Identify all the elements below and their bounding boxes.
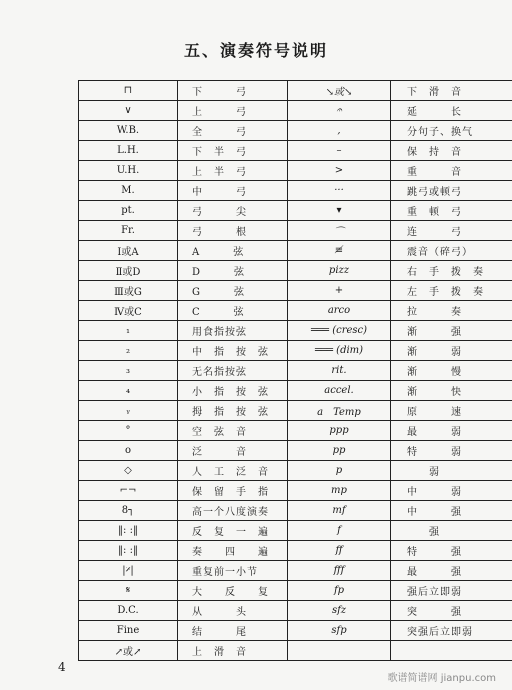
meaning-b-cell: 特 强 <box>391 541 512 561</box>
page-number: 4 <box>58 660 66 674</box>
meaning-a-cell: 小 指 按 弦 <box>178 381 288 401</box>
table-row <box>79 501 512 521</box>
meaning-a-cell: 上 滑 音 <box>178 641 288 661</box>
table-row <box>79 161 512 181</box>
meaning-a-cell: 大 反 复 <box>178 581 288 601</box>
symbol-b-cell: arco <box>288 301 391 321</box>
symbol-table <box>78 80 512 661</box>
symbol-b-cell: sfz <box>288 601 391 621</box>
table-row <box>79 341 512 361</box>
meaning-b-cell: 下 滑 音 <box>391 81 512 101</box>
meaning-b-cell: 分句子、换气 <box>391 121 512 141</box>
table-row <box>79 481 512 501</box>
meaning-a-cell: 用食指按弦 <box>178 321 288 341</box>
meaning-a-cell: 中 弓 <box>178 181 288 201</box>
table-row <box>79 641 512 661</box>
meaning-b-cell: 延 长 <box>391 101 512 121</box>
meaning-a-cell: 全 弓 <box>178 121 288 141</box>
meaning-a-cell: 弓 尖 <box>178 201 288 221</box>
meaning-a-cell: D 弦 <box>178 261 288 281</box>
symbol-a-cell: D.C. <box>79 601 178 621</box>
meaning-b-cell: 中 强 <box>391 501 512 521</box>
table-row <box>79 301 512 321</box>
table-row <box>79 181 512 201</box>
symbol-b-cell: f <box>288 521 391 541</box>
symbol-b-cell: pizz <box>288 261 391 281</box>
symbol-b-cell: a Temp <box>288 401 391 421</box>
symbol-a-cell: Ⅱ或D <box>79 261 178 281</box>
meaning-b-cell: 强后立即弱 <box>391 581 512 601</box>
symbol-a-cell: ⌐¬ <box>79 481 178 501</box>
symbol-a-cell: ◇ <box>79 461 178 481</box>
symbol-a-cell: |𝄎| <box>79 561 178 581</box>
table-row <box>79 541 512 561</box>
symbol-a-cell: ⊓ <box>79 81 178 101</box>
meaning-a-cell: 中 指 按 弦 <box>178 341 288 361</box>
meaning-a-cell: 保 留 手 指 <box>178 481 288 501</box>
meaning-b-cell: 渐 弱 <box>391 341 512 361</box>
symbol-b-cell: accel. <box>288 381 391 401</box>
symbol-a-cell: ‖: :‖ <box>79 541 178 561</box>
table-row <box>79 521 512 541</box>
meaning-b-cell: 左 手 拨 奏 <box>391 281 512 301</box>
symbol-a-cell: U.H. <box>79 161 178 181</box>
table-row <box>79 201 512 221</box>
symbol-b-cell: 𝄐 <box>288 101 391 121</box>
meaning-b-cell: 最 弱 <box>391 421 512 441</box>
table-row <box>79 621 512 641</box>
meaning-b-cell: 原 速 <box>391 401 512 421</box>
symbol-a-cell: ∨ <box>79 101 178 121</box>
meaning-a-cell: 弓 根 <box>178 221 288 241</box>
meaning-b-cell: 跳弓或顿弓 <box>391 181 512 201</box>
meaning-b-cell: 渐 慢 <box>391 361 512 381</box>
meaning-a-cell: 上 半 弓 <box>178 161 288 181</box>
symbol-b-cell: ▾ <box>288 201 391 221</box>
symbol-a-cell: Fr. <box>79 221 178 241</box>
meaning-b-cell: 拉 奏 <box>391 301 512 321</box>
symbol-a-cell: Ⅳ或C <box>79 301 178 321</box>
table-row <box>79 461 512 481</box>
symbol-b-cell: – <box>288 141 391 161</box>
symbol-b-cell: fff <box>288 561 391 581</box>
meaning-b-cell: 中 弱 <box>391 481 512 501</box>
table-row <box>79 101 512 121</box>
meaning-b-cell: 重 顿 弓 <box>391 201 512 221</box>
symbol-a-cell: ₄ <box>79 381 178 401</box>
meaning-b-cell: 最 强 <box>391 561 512 581</box>
meaning-a-cell: 空 弦 音 <box>178 421 288 441</box>
symbol-a-cell: M. <box>79 181 178 201</box>
meaning-b-cell: 渐 快 <box>391 381 512 401</box>
symbol-b-cell: ff <box>288 541 391 561</box>
symbol-b-cell: rit. <box>288 361 391 381</box>
meaning-a-cell: 结 尾 <box>178 621 288 641</box>
table-row <box>79 561 512 581</box>
table-row <box>79 601 512 621</box>
symbol-a-cell: Ⅰ或A <box>79 241 178 261</box>
symbol-b-cell: ··· <box>288 181 391 201</box>
symbol-b-cell: p <box>288 461 391 481</box>
symbol-a-cell: Fine <box>79 621 178 641</box>
meaning-a-cell: G 弦 <box>178 281 288 301</box>
table-row <box>79 221 512 241</box>
symbol-b-cell: ═══ (cresc) <box>288 321 391 341</box>
symbol-a-cell: ° <box>79 421 178 441</box>
watermark: 歌谱简谱网 jianpu.com <box>387 673 496 684</box>
meaning-b-cell: 强 <box>391 521 512 541</box>
symbol-b-cell: mf <box>288 501 391 521</box>
meaning-b-cell: 突强后立即弱 <box>391 621 512 641</box>
symbol-a-cell: 8┐ <box>79 501 178 521</box>
symbol-b-cell: , <box>288 121 391 141</box>
meaning-a-cell: 下 弓 <box>178 81 288 101</box>
meaning-a-cell: 拇 指 按 弦 <box>178 401 288 421</box>
symbol-b-cell: + <box>288 281 391 301</box>
meaning-a-cell: 重复前一小节 <box>178 561 288 581</box>
meaning-a-cell: 下 半 弓 <box>178 141 288 161</box>
symbol-a-cell: ₂ <box>79 341 178 361</box>
meaning-a-cell: C 弦 <box>178 301 288 321</box>
meaning-b-cell: 震音（碎弓） <box>391 241 512 261</box>
symbol-a-cell: ᵧ <box>79 401 178 421</box>
meaning-b-cell: 右 手 拨 奏 <box>391 261 512 281</box>
meaning-b-cell: 连 弓 <box>391 221 512 241</box>
symbol-b-cell: ═══ (dim) <box>288 341 391 361</box>
symbol-b-cell: > <box>288 161 391 181</box>
table-row <box>79 361 512 381</box>
meaning-a-cell: 上 弓 <box>178 101 288 121</box>
meaning-a-cell: 从 头 <box>178 601 288 621</box>
meaning-a-cell: 奏 四 遍 <box>178 541 288 561</box>
meaning-a-cell: 高一个八度演奏 <box>178 501 288 521</box>
meaning-a-cell: 人 工 泛 音 <box>178 461 288 481</box>
table-row <box>79 241 512 261</box>
table-row <box>79 421 512 441</box>
symbol-b-cell: ⌒ <box>288 221 391 241</box>
symbol-b-cell <box>288 641 391 661</box>
meaning-b-cell: 保 持 音 <box>391 141 512 161</box>
symbol-b-cell: mp <box>288 481 391 501</box>
symbol-a-cell: ‖: :‖ <box>79 521 178 541</box>
symbol-a-cell: ↗或↗ <box>79 641 178 661</box>
symbol-a-cell: ₃ <box>79 361 178 381</box>
meaning-a-cell: A 弦 <box>178 241 288 261</box>
table-row <box>79 141 512 161</box>
meaning-b-cell <box>391 641 512 661</box>
symbol-b-cell: ppp <box>288 421 391 441</box>
meaning-b-cell: 重 音 <box>391 161 512 181</box>
page-title: 五、演奏符号说明 <box>183 41 328 60</box>
meaning-a-cell: 泛 音 <box>178 441 288 461</box>
table-row <box>79 121 512 141</box>
meaning-a-cell: 反 复 一 遍 <box>178 521 288 541</box>
symbol-b-cell: fp <box>288 581 391 601</box>
table-row <box>79 401 512 421</box>
table-row <box>79 261 512 281</box>
table-row <box>79 281 512 301</box>
symbol-a-cell: L.H. <box>79 141 178 161</box>
symbol-b-cell: ≢ <box>288 241 391 261</box>
meaning-b-cell: 弱 <box>391 461 512 481</box>
table-row <box>79 381 512 401</box>
table-row <box>79 581 512 601</box>
symbol-b-cell: sfp <box>288 621 391 641</box>
meaning-b-cell: 突 强 <box>391 601 512 621</box>
meaning-b-cell: 特 弱 <box>391 441 512 461</box>
symbol-a-cell: Ⅲ或G <box>79 281 178 301</box>
symbol-b-cell: ↘或↘ <box>288 81 391 101</box>
symbol-b-cell: pp <box>288 441 391 461</box>
symbol-a-cell: o <box>79 441 178 461</box>
meaning-a-cell: 无名指按弦 <box>178 361 288 381</box>
table-row <box>79 441 512 461</box>
symbol-a-cell: W.B. <box>79 121 178 141</box>
symbol-a-cell: ₁ <box>79 321 178 341</box>
table-row <box>79 321 512 341</box>
meaning-b-cell: 渐 强 <box>391 321 512 341</box>
symbol-a-cell: pt. <box>79 201 178 221</box>
symbol-a-cell: 𝄋 <box>79 581 178 601</box>
table-row <box>79 81 512 101</box>
